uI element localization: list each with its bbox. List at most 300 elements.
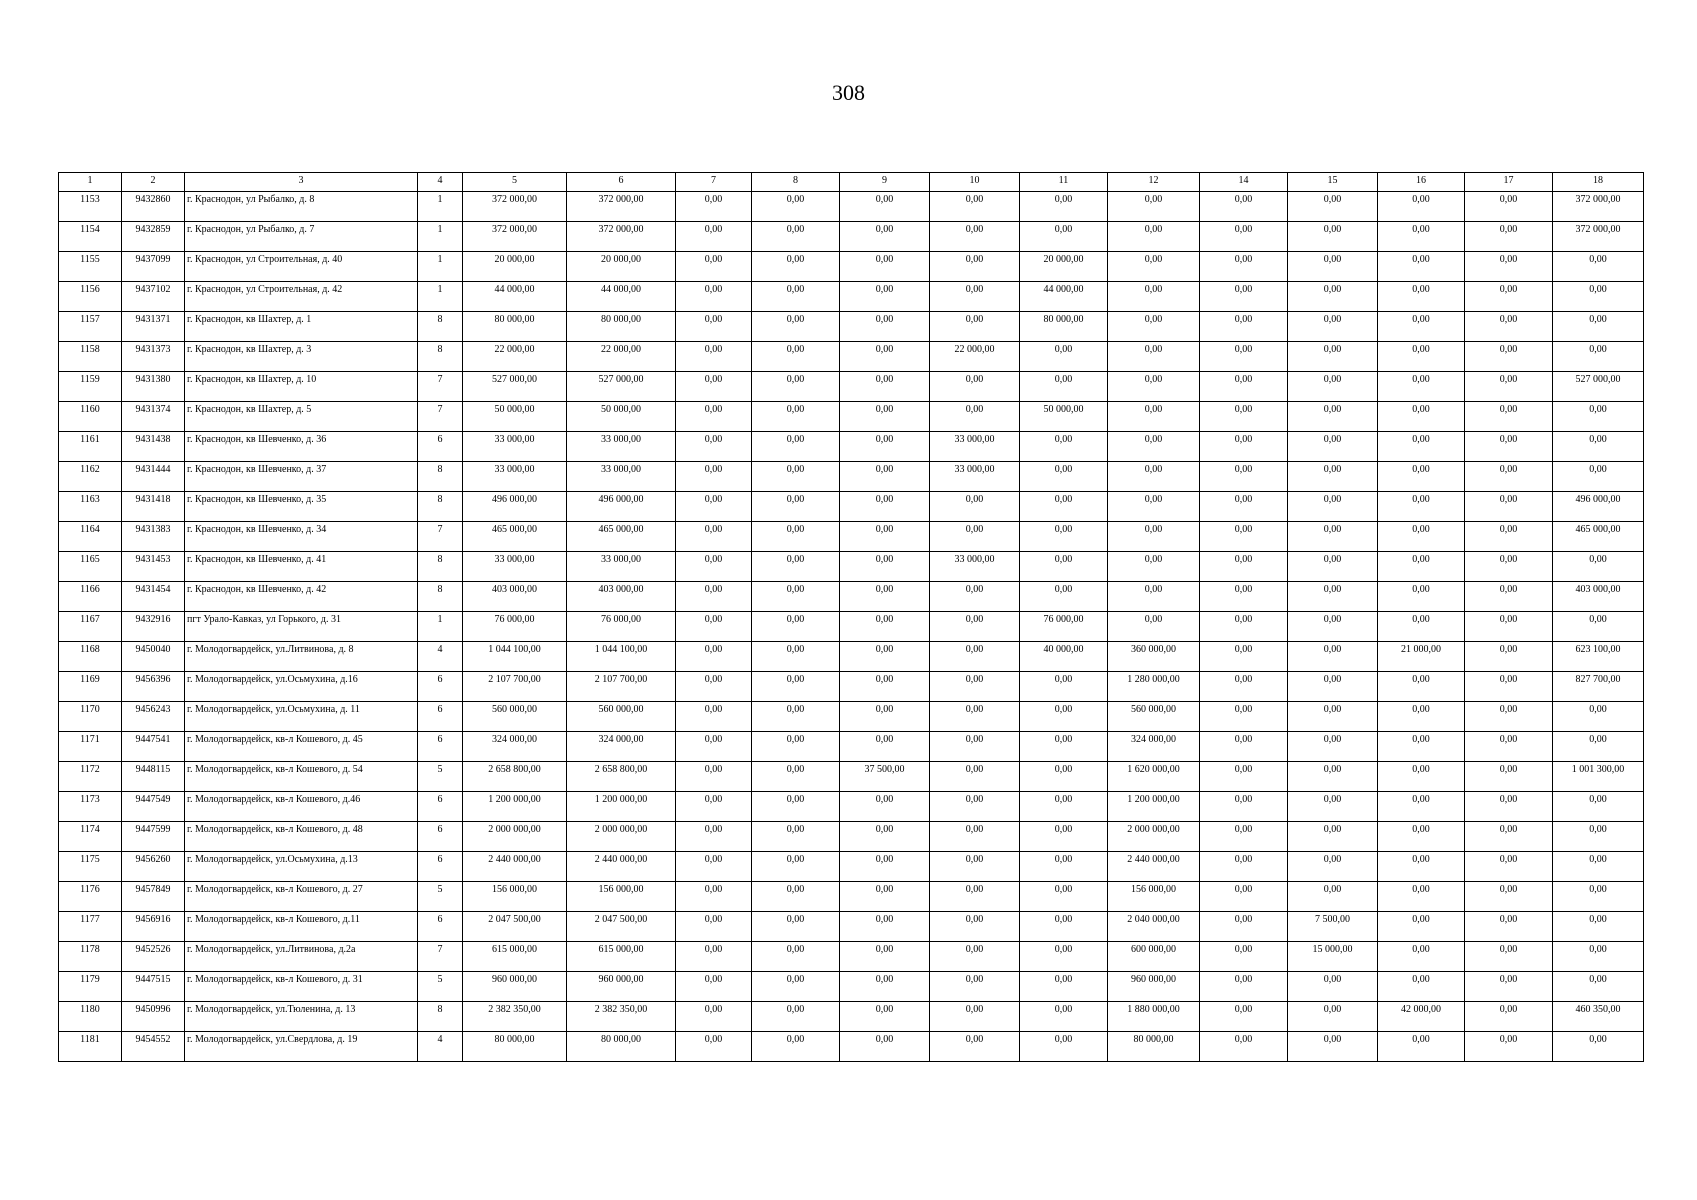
table-row <box>59 372 1644 402</box>
table-cell: 0,00 <box>930 702 1020 732</box>
table-cell: 1 001 300,00 <box>1553 762 1644 792</box>
table-cell: 0,00 <box>1288 462 1378 492</box>
table-cell: 9431453 <box>122 552 185 582</box>
table-cell: 1180 <box>59 1002 122 1032</box>
table-cell: 9457849 <box>122 882 185 912</box>
address-cell: г. Молодогвардейск, ул.Осьмухина, д.16 <box>185 672 418 702</box>
table-cell: 9454552 <box>122 1032 185 1062</box>
table-cell: 0,00 <box>1200 522 1288 552</box>
address-cell: г. Краснодон, кв Шахтер, д. 3 <box>185 342 418 372</box>
table-cell: 0,00 <box>1553 432 1644 462</box>
address-cell: г. Молодогвардейск, ул.Тюленина, д. 13 <box>185 1002 418 1032</box>
table-cell: 76 000,00 <box>567 612 676 642</box>
address-cell: г. Краснодон, кв Шевченко, д. 41 <box>185 552 418 582</box>
table-cell: 9456243 <box>122 702 185 732</box>
table-cell: 623 100,00 <box>1553 642 1644 672</box>
table-cell: 9450996 <box>122 1002 185 1032</box>
table-row <box>59 552 1644 582</box>
table-cell: 9431374 <box>122 402 185 432</box>
table-cell: 0,00 <box>676 762 752 792</box>
table-cell: 0,00 <box>752 372 840 402</box>
table-cell: 0,00 <box>1378 672 1465 702</box>
table-cell: 33 000,00 <box>930 432 1020 462</box>
table-cell: 0,00 <box>1465 522 1553 552</box>
table-cell: 7 <box>418 372 463 402</box>
table-cell: 0,00 <box>676 972 752 1002</box>
table-cell: 0,00 <box>752 252 840 282</box>
table-cell: 496 000,00 <box>1553 492 1644 522</box>
table-cell: 600 000,00 <box>1108 942 1200 972</box>
table-cell: 0,00 <box>1200 582 1288 612</box>
table-cell: 1156 <box>59 282 122 312</box>
table-cell: 0,00 <box>1200 222 1288 252</box>
address-cell: г. Молодогвардейск, ул.Осьмухина, д. 11 <box>185 702 418 732</box>
table-cell: 2 440 000,00 <box>1108 852 1200 882</box>
table-cell: 6 <box>418 432 463 462</box>
table-row <box>59 912 1644 942</box>
table-cell: 1 <box>418 282 463 312</box>
table-cell: 324 000,00 <box>567 732 676 762</box>
table-cell: 9431444 <box>122 462 185 492</box>
table-cell: 0,00 <box>752 492 840 522</box>
table-cell: 0,00 <box>676 822 752 852</box>
table-cell: 33 000,00 <box>463 432 567 462</box>
table-cell: 0,00 <box>840 942 930 972</box>
table-cell: 0,00 <box>1465 612 1553 642</box>
table-cell: 1 200 000,00 <box>567 792 676 822</box>
table-row <box>59 882 1644 912</box>
table-cell: 960 000,00 <box>463 972 567 1002</box>
table-cell: 0,00 <box>752 222 840 252</box>
table-row <box>59 762 1644 792</box>
table-cell: 0,00 <box>1020 852 1108 882</box>
table-cell: 0,00 <box>1200 252 1288 282</box>
table-cell: 0,00 <box>1288 1002 1378 1032</box>
table-cell: 0,00 <box>840 192 930 222</box>
table-cell: 0,00 <box>1200 942 1288 972</box>
table-cell: 1166 <box>59 582 122 612</box>
table-cell: 0,00 <box>1288 852 1378 882</box>
address-cell: г. Краснодон, кв Шахтер, д. 5 <box>185 402 418 432</box>
table-row <box>59 492 1644 522</box>
table-cell: 372 000,00 <box>567 222 676 252</box>
table-cell: 0,00 <box>1288 762 1378 792</box>
table-cell: 465 000,00 <box>463 522 567 552</box>
table-cell: 0,00 <box>930 642 1020 672</box>
column-header: 14 <box>1200 173 1288 192</box>
table-cell: 0,00 <box>752 282 840 312</box>
table-cell: 8 <box>418 312 463 342</box>
table-row <box>59 402 1644 432</box>
table-cell: 9431373 <box>122 342 185 372</box>
table-cell: 527 000,00 <box>463 372 567 402</box>
table-cell: 0,00 <box>930 822 1020 852</box>
table-cell: 0,00 <box>1108 312 1200 342</box>
table-cell: 2 107 700,00 <box>463 672 567 702</box>
table-row <box>59 282 1644 312</box>
table-cell: 33 000,00 <box>567 462 676 492</box>
table-cell: 0,00 <box>930 402 1020 432</box>
table-cell: 0,00 <box>1553 282 1644 312</box>
table-cell: 0,00 <box>840 432 930 462</box>
table-cell: 0,00 <box>1553 1032 1644 1062</box>
table-cell: 0,00 <box>1465 942 1553 972</box>
table-cell: 0,00 <box>1020 222 1108 252</box>
table-cell: 0,00 <box>676 942 752 972</box>
table-cell: 6 <box>418 702 463 732</box>
column-header: 6 <box>567 173 676 192</box>
table-cell: 496 000,00 <box>567 492 676 522</box>
table-cell: 9432859 <box>122 222 185 252</box>
table-cell: 0,00 <box>1020 672 1108 702</box>
table-cell: 0,00 <box>930 882 1020 912</box>
table-cell: 0,00 <box>1200 912 1288 942</box>
table-row <box>59 702 1644 732</box>
table-cell: 0,00 <box>1200 612 1288 642</box>
table-cell: 2 107 700,00 <box>567 672 676 702</box>
table-cell: 5 <box>418 762 463 792</box>
table-cell: 9432860 <box>122 192 185 222</box>
table-cell: 0,00 <box>840 672 930 702</box>
table-cell: 0,00 <box>1020 372 1108 402</box>
table-cell: 0,00 <box>840 912 930 942</box>
table-cell: 1170 <box>59 702 122 732</box>
table-cell: 1165 <box>59 552 122 582</box>
column-header: 12 <box>1108 173 1200 192</box>
table-cell: 0,00 <box>1108 372 1200 402</box>
table-cell: 0,00 <box>1553 552 1644 582</box>
table-cell: 0,00 <box>1553 732 1644 762</box>
table-cell: 0,00 <box>1378 762 1465 792</box>
address-cell: г. Молодогвардейск, ул.Осьмухина, д.13 <box>185 852 418 882</box>
table-row <box>59 252 1644 282</box>
table-cell: 0,00 <box>930 522 1020 552</box>
table-cell: 0,00 <box>1553 342 1644 372</box>
table-cell: 6 <box>418 792 463 822</box>
table-cell: 2 000 000,00 <box>1108 822 1200 852</box>
table-cell: 9437099 <box>122 252 185 282</box>
table-cell: 0,00 <box>840 372 930 402</box>
table-cell: 0,00 <box>1020 582 1108 612</box>
table-cell: 0,00 <box>1288 552 1378 582</box>
table-cell: 0,00 <box>930 282 1020 312</box>
table-cell: 0,00 <box>676 702 752 732</box>
table-cell: 0,00 <box>1553 942 1644 972</box>
column-header: 17 <box>1465 173 1553 192</box>
address-cell: г. Краснодон, кв Шевченко, д. 42 <box>185 582 418 612</box>
table-cell: 360 000,00 <box>1108 642 1200 672</box>
table-cell: 0,00 <box>840 732 930 762</box>
table-cell: 0,00 <box>1378 252 1465 282</box>
table-cell: 0,00 <box>1465 222 1553 252</box>
table-cell: 80 000,00 <box>463 312 567 342</box>
table-cell: 0,00 <box>1020 882 1108 912</box>
table-cell: 0,00 <box>752 582 840 612</box>
table-cell: 0,00 <box>1108 282 1200 312</box>
table-cell: 1174 <box>59 822 122 852</box>
table-cell: 0,00 <box>1378 402 1465 432</box>
table-cell: 0,00 <box>1020 762 1108 792</box>
address-cell: г. Молодогвардейск, кв-л Кошевого, д.11 <box>185 912 418 942</box>
table-cell: 0,00 <box>930 912 1020 942</box>
table-cell: 0,00 <box>676 282 752 312</box>
table-cell: 1157 <box>59 312 122 342</box>
table-cell: 496 000,00 <box>463 492 567 522</box>
table-cell: 0,00 <box>1200 192 1288 222</box>
table-cell: 50 000,00 <box>463 402 567 432</box>
table-cell: 1 044 100,00 <box>463 642 567 672</box>
table-cell: 0,00 <box>752 552 840 582</box>
table-cell: 0,00 <box>1553 312 1644 342</box>
address-cell: г. Молодогвардейск, кв-л Кошевого, д. 27 <box>185 882 418 912</box>
table-cell: 2 440 000,00 <box>463 852 567 882</box>
table-cell: 7 500,00 <box>1288 912 1378 942</box>
table-cell: 0,00 <box>930 582 1020 612</box>
table-cell: 0,00 <box>1378 972 1465 1002</box>
table-cell: 0,00 <box>676 522 752 552</box>
table-cell: 1161 <box>59 432 122 462</box>
table-cell: 0,00 <box>930 222 1020 252</box>
table-cell: 0,00 <box>840 972 930 1002</box>
column-header: 9 <box>840 173 930 192</box>
table-cell: 0,00 <box>752 642 840 672</box>
table-cell: 0,00 <box>1020 912 1108 942</box>
table-cell: 33 000,00 <box>567 432 676 462</box>
table-cell: 33 000,00 <box>930 552 1020 582</box>
table-cell: 0,00 <box>840 882 930 912</box>
table-cell: 22 000,00 <box>930 342 1020 372</box>
table-row <box>59 192 1644 222</box>
table-cell: 9456916 <box>122 912 185 942</box>
column-header: 1 <box>59 173 122 192</box>
table-cell: 0,00 <box>840 612 930 642</box>
table-cell: 1176 <box>59 882 122 912</box>
table-cell: 2 047 500,00 <box>567 912 676 942</box>
column-header: 5 <box>463 173 567 192</box>
table-cell: 1167 <box>59 612 122 642</box>
table-cell: 0,00 <box>752 732 840 762</box>
table-cell: 0,00 <box>752 432 840 462</box>
table-cell: 0,00 <box>1288 252 1378 282</box>
table-cell: 0,00 <box>1200 852 1288 882</box>
table-cell: 33 000,00 <box>930 462 1020 492</box>
table-cell: 0,00 <box>1200 312 1288 342</box>
table-cell: 0,00 <box>1465 732 1553 762</box>
table-cell: 0,00 <box>1020 822 1108 852</box>
table-cell: 0,00 <box>1108 252 1200 282</box>
table-cell: 2 000 000,00 <box>567 822 676 852</box>
table-cell: 0,00 <box>1200 882 1288 912</box>
address-cell: г. Краснодон, ул Строительная, д. 42 <box>185 282 418 312</box>
address-cell: г. Краснодон, кв Шахтер, д. 10 <box>185 372 418 402</box>
table-cell: 0,00 <box>930 1032 1020 1062</box>
column-header: 11 <box>1020 173 1108 192</box>
table-cell: 0,00 <box>1020 732 1108 762</box>
table-cell: 22 000,00 <box>567 342 676 372</box>
table-cell: 0,00 <box>1288 372 1378 402</box>
table-cell: 0,00 <box>1288 702 1378 732</box>
table-cell: 0,00 <box>1378 912 1465 942</box>
table-cell: 1168 <box>59 642 122 672</box>
table-cell: 0,00 <box>1108 522 1200 552</box>
table-cell: 6 <box>418 732 463 762</box>
column-header: 16 <box>1378 173 1465 192</box>
table-cell: 0,00 <box>1200 702 1288 732</box>
table-cell: 1 <box>418 612 463 642</box>
table-cell: 465 000,00 <box>567 522 676 552</box>
table-cell: 9437102 <box>122 282 185 312</box>
table-cell: 0,00 <box>1200 282 1288 312</box>
table-cell: 44 000,00 <box>463 282 567 312</box>
table-cell: 960 000,00 <box>1108 972 1200 1002</box>
table-cell: 0,00 <box>1200 492 1288 522</box>
table-cell: 0,00 <box>1378 222 1465 252</box>
table-row <box>59 852 1644 882</box>
table-cell: 0,00 <box>676 882 752 912</box>
table-row <box>59 342 1644 372</box>
table-cell: 0,00 <box>1108 462 1200 492</box>
table-cell: 0,00 <box>1108 552 1200 582</box>
table-row <box>59 1002 1644 1032</box>
table-cell: 0,00 <box>840 342 930 372</box>
table-cell: 8 <box>418 582 463 612</box>
table-cell: 0,00 <box>1200 1032 1288 1062</box>
table-cell: 0,00 <box>1200 402 1288 432</box>
table-cell: 1160 <box>59 402 122 432</box>
table-cell: 372 000,00 <box>463 222 567 252</box>
table-cell: 1175 <box>59 852 122 882</box>
table-cell: 0,00 <box>1020 942 1108 972</box>
table-cell: 1179 <box>59 972 122 1002</box>
table-body <box>59 192 1644 1062</box>
table-cell: 827 700,00 <box>1553 672 1644 702</box>
table-cell: 0,00 <box>840 312 930 342</box>
table-cell: 9447541 <box>122 732 185 762</box>
table-cell: 0,00 <box>1288 612 1378 642</box>
table-cell: 0,00 <box>1288 1032 1378 1062</box>
table-cell: 1164 <box>59 522 122 552</box>
table-cell: 0,00 <box>1020 1002 1108 1032</box>
table-cell: 0,00 <box>752 402 840 432</box>
table-cell: 0,00 <box>1378 342 1465 372</box>
table-cell: 0,00 <box>930 612 1020 642</box>
table-cell: 372 000,00 <box>463 192 567 222</box>
table-cell: 40 000,00 <box>1020 642 1108 672</box>
address-cell: г. Краснодон, ул Рыбалко, д. 7 <box>185 222 418 252</box>
table-cell: 2 440 000,00 <box>567 852 676 882</box>
table-cell: 0,00 <box>676 432 752 462</box>
table-cell: 0,00 <box>1553 612 1644 642</box>
table-cell: 2 658 800,00 <box>463 762 567 792</box>
column-header: 18 <box>1553 173 1644 192</box>
address-cell: г. Краснодон, кв Шевченко, д. 35 <box>185 492 418 522</box>
table-cell: 6 <box>418 852 463 882</box>
table-cell: 2 000 000,00 <box>463 822 567 852</box>
table-cell: 0,00 <box>1108 192 1200 222</box>
table-cell: 0,00 <box>1553 252 1644 282</box>
table-cell: 9432916 <box>122 612 185 642</box>
table-cell: 0,00 <box>930 852 1020 882</box>
table-cell: 1178 <box>59 942 122 972</box>
table-cell: 560 000,00 <box>567 702 676 732</box>
table-cell: 615 000,00 <box>463 942 567 972</box>
table-cell: 0,00 <box>752 792 840 822</box>
table-row <box>59 942 1644 972</box>
table-cell: 80 000,00 <box>567 1032 676 1062</box>
table-cell: 0,00 <box>840 702 930 732</box>
table-cell: 560 000,00 <box>463 702 567 732</box>
table-cell: 6 <box>418 912 463 942</box>
table-cell: 1171 <box>59 732 122 762</box>
table-cell: 0,00 <box>1553 462 1644 492</box>
table-cell: 465 000,00 <box>1553 522 1644 552</box>
table-cell: 0,00 <box>676 642 752 672</box>
table-cell: 615 000,00 <box>567 942 676 972</box>
table-cell: 0,00 <box>676 732 752 762</box>
table-row <box>59 732 1644 762</box>
table-cell: 0,00 <box>930 672 1020 702</box>
table-cell: 0,00 <box>1288 882 1378 912</box>
table-row <box>59 1032 1644 1062</box>
address-cell: пгт Урало-Кавказ, ул Горького, д. 31 <box>185 612 418 642</box>
table-cell: 0,00 <box>752 852 840 882</box>
table-cell: 9456396 <box>122 672 185 702</box>
table-cell: 2 658 800,00 <box>567 762 676 792</box>
table-cell: 6 <box>418 672 463 702</box>
table-cell: 50 000,00 <box>1020 402 1108 432</box>
table-cell: 0,00 <box>1200 972 1288 1002</box>
table-cell: 0,00 <box>930 732 1020 762</box>
table-cell: 527 000,00 <box>567 372 676 402</box>
table-cell: 7 <box>418 522 463 552</box>
table-cell: 15 000,00 <box>1288 942 1378 972</box>
table-cell: 0,00 <box>1020 432 1108 462</box>
table-cell: 0,00 <box>676 372 752 402</box>
table-cell: 0,00 <box>752 912 840 942</box>
table-cell: 156 000,00 <box>463 882 567 912</box>
table-cell: 1169 <box>59 672 122 702</box>
table-cell: 527 000,00 <box>1553 372 1644 402</box>
register-table <box>58 172 1644 1062</box>
table-cell: 0,00 <box>1288 822 1378 852</box>
table-cell: 0,00 <box>676 492 752 522</box>
table-cell: 2 040 000,00 <box>1108 912 1200 942</box>
table-cell: 9447599 <box>122 822 185 852</box>
table-cell: 9447515 <box>122 972 185 1002</box>
table-cell: 37 500,00 <box>840 762 930 792</box>
table-cell: 0,00 <box>1465 972 1553 1002</box>
table-cell: 0,00 <box>1465 852 1553 882</box>
table-cell: 0,00 <box>1465 582 1553 612</box>
table-cell: 0,00 <box>752 462 840 492</box>
table-cell: 9431438 <box>122 432 185 462</box>
table-cell: 403 000,00 <box>1553 582 1644 612</box>
table-cell: 33 000,00 <box>567 552 676 582</box>
table-cell: 0,00 <box>1108 222 1200 252</box>
table-cell: 0,00 <box>1378 312 1465 342</box>
table-cell: 0,00 <box>676 462 752 492</box>
table-cell: 0,00 <box>1378 192 1465 222</box>
table-cell: 1 <box>418 192 463 222</box>
table-cell: 9450040 <box>122 642 185 672</box>
table-cell: 0,00 <box>1020 192 1108 222</box>
table-row <box>59 972 1644 1002</box>
table-cell: 0,00 <box>1200 432 1288 462</box>
table-cell: 76 000,00 <box>463 612 567 642</box>
table-cell: 8 <box>418 492 463 522</box>
table-cell: 0,00 <box>1288 312 1378 342</box>
table-cell: 1 200 000,00 <box>1108 792 1200 822</box>
